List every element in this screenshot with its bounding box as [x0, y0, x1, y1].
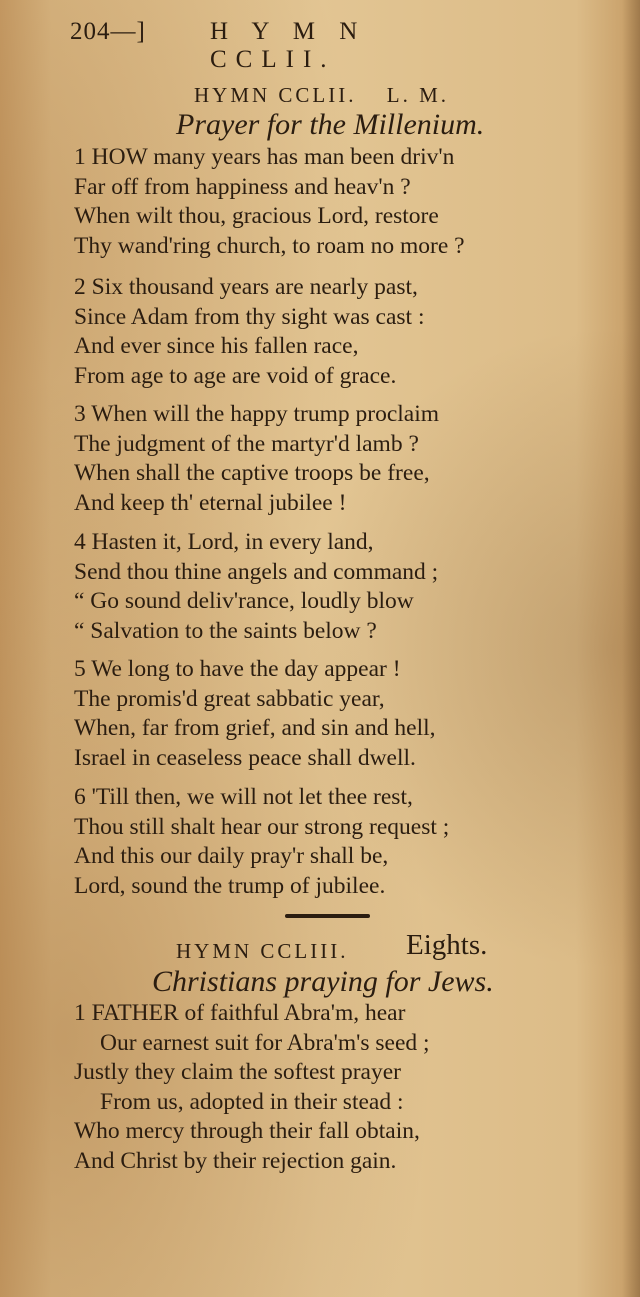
- verse-line: Our earnest suit for Abra'm's seed ;: [100, 1029, 430, 1056]
- page-number: 204—]: [70, 18, 146, 45]
- verse-line: 5 We long to have the day appear !: [74, 656, 401, 682]
- page-edge-shadow: [622, 0, 640, 1297]
- verse-line: Since Adam from thy sight was cast :: [74, 303, 425, 330]
- verse-line: Justly they claim the softest prayer: [74, 1059, 401, 1085]
- hymn-252-title: Prayer for the Millenium.: [176, 108, 485, 141]
- running-title: H Y M N CCLII.: [210, 18, 367, 73]
- hymn-253-title: Christians praying for Jews.: [152, 965, 494, 998]
- hymn-252-verse-3: [74, 400, 594, 518]
- verse-line: 2 Six thousand years are nearly past,: [74, 274, 418, 300]
- verse-line: 1 FATHER of faithful Abra'm, hear: [74, 1000, 406, 1026]
- verse-line: 4 Hasten it, Lord, in every land,: [74, 529, 374, 555]
- verse-line: Thy wand'ring church, to roam no more ?: [74, 232, 465, 259]
- hymn-253-number: HYMN CCLIII.: [176, 939, 349, 963]
- verse-line: And ever since his fallen race,: [74, 333, 359, 359]
- verse-line: And Christ by their rejection gain.: [74, 1147, 397, 1174]
- verse-line: Israel in ceaseless peace shall dwell.: [74, 744, 416, 771]
- page-header: [70, 18, 490, 73]
- verse-line: The promis'd great sabbatic year,: [74, 685, 385, 712]
- verse-line: 1 HOW many years has man been driv'n: [74, 144, 455, 170]
- verse-line: Far off from happiness and heav'n ?: [74, 173, 411, 200]
- verse-line: Thou still shalt hear our strong request ;: [74, 813, 450, 840]
- hymn-252-verse-4: [74, 528, 594, 646]
- verse-line: The judgment of the martyr'd lamb ?: [74, 430, 419, 457]
- verse-line: Who mercy through their fall obtain,: [74, 1118, 420, 1144]
- hymn-252-verse-1: [74, 143, 594, 261]
- hymn-253-meter: Eights.: [406, 929, 488, 961]
- verse-line: From age to age are void of grace.: [74, 362, 397, 389]
- hymn-252-verse-5: [74, 655, 594, 773]
- hymn-252-meter: L. M.: [386, 83, 449, 107]
- verse-line: Send thou thine angels and command ;: [74, 558, 439, 585]
- verse-line: 6 'Till then, we will not let thee rest,: [74, 784, 413, 810]
- hymn-253-verse-1: [74, 999, 594, 1176]
- hymn-252-number: HYMN CCLII.: [194, 83, 357, 107]
- hymn-252-verse-6: [74, 783, 594, 901]
- hymn-252-heading: [194, 83, 449, 108]
- verse-line: From us, adopted in their stead :: [100, 1088, 404, 1115]
- verse-line: Lord, sound the trump of jubilee.: [74, 872, 386, 899]
- verse-line: “ Go sound deliv'rance, loudly blow: [74, 588, 414, 614]
- verse-line: 3 When will the happy trump proclaim: [74, 401, 440, 427]
- verse-line: When wilt thou, gracious Lord, restore: [74, 203, 439, 229]
- hymn-252-verse-2: [74, 273, 594, 391]
- verse-line: And keep th' eternal jubilee !: [74, 489, 347, 516]
- verse-line: And this our daily pray'r shall be,: [74, 843, 389, 869]
- verse-line: When shall the captive troops be free,: [74, 460, 430, 486]
- verse-line: “ Salvation to the saints below ?: [74, 617, 377, 644]
- verse-line: When, far from grief, and sin and hell,: [74, 715, 436, 741]
- section-divider: [285, 914, 370, 918]
